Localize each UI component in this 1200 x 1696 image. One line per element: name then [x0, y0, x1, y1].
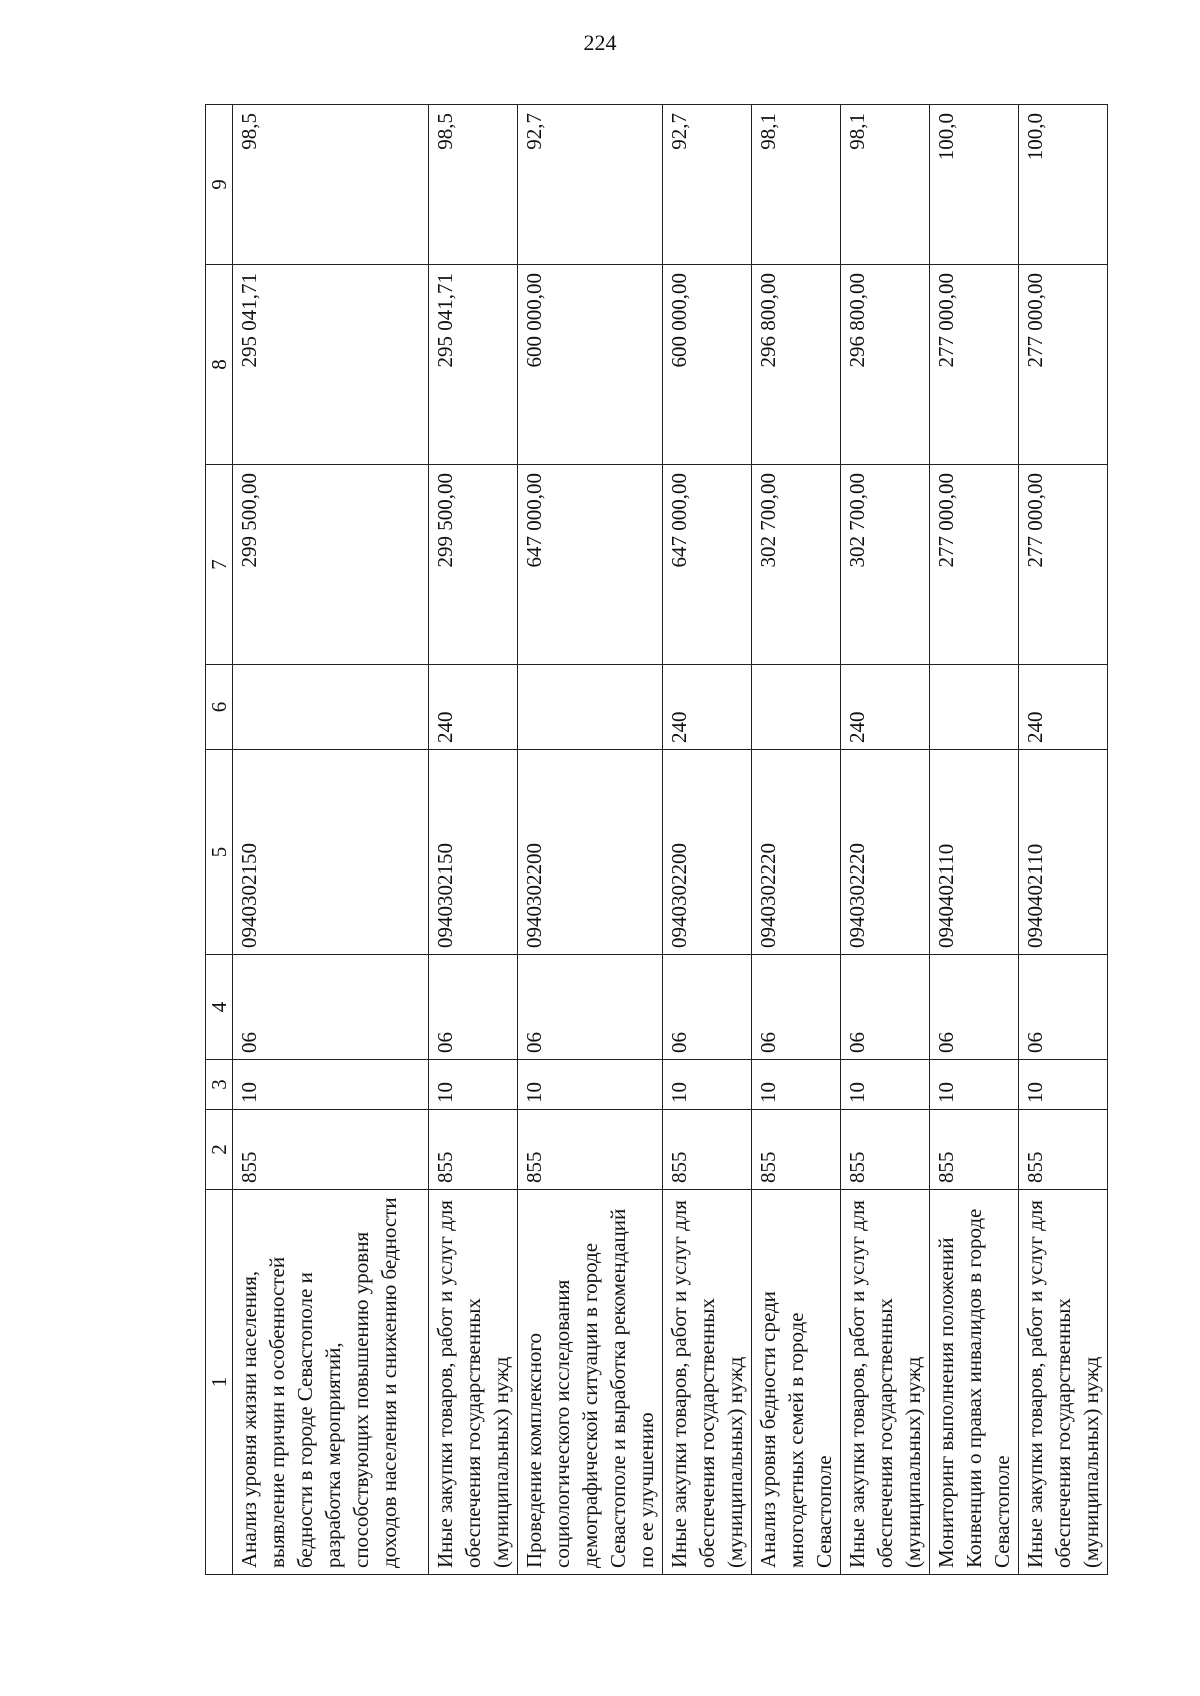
- row-code-2: 855: [1019, 1110, 1108, 1190]
- table-row: [930, 105, 1019, 1575]
- header-col-3: 3: [206, 1060, 233, 1110]
- row-code-4: 06: [930, 955, 1019, 1060]
- row-value-8: 295 041,71: [429, 265, 518, 465]
- header-col-5: 5: [206, 750, 233, 955]
- row-code-6: [233, 665, 429, 750]
- header-col-4: 4: [206, 955, 233, 1060]
- row-value-9: 98,1: [841, 105, 930, 265]
- row-code-2: 855: [841, 1110, 930, 1190]
- row-code-5: 0940402110: [1019, 750, 1108, 955]
- row-code-4: 06: [429, 955, 518, 1060]
- row-value-8: 277 000,00: [930, 265, 1019, 465]
- row-description: Мониторинг выполнения положений Конвенции о правах инвалидов в городе Севастополе: [930, 1190, 1019, 1575]
- row-code-3: 10: [663, 1060, 752, 1110]
- table-row: [518, 105, 663, 1575]
- header-col-7: 7: [206, 465, 233, 665]
- row-code-3: 10: [841, 1060, 930, 1110]
- row-code-6: [752, 665, 841, 750]
- header-col-8: 8: [206, 265, 233, 465]
- row-code-6: 240: [1019, 665, 1108, 750]
- row-code-6: 240: [841, 665, 930, 750]
- row-value-9: 98,1: [752, 105, 841, 265]
- row-description: Анализ уровня жизни населения, выявление причин и особенностей бедности в городе Севастополе и разработка мероприятий, способствующих повышению уровня доходов населения и снижению бедности: [233, 1190, 429, 1575]
- row-description: Иные закупки товаров, работ и услуг для обеспечения государственных (муниципальных) нужд: [841, 1190, 930, 1575]
- row-value-9: 100,0: [1019, 105, 1108, 265]
- row-code-2: 855: [752, 1110, 841, 1190]
- row-value-8: 277 000,00: [1019, 265, 1108, 465]
- row-code-3: 10: [1019, 1060, 1108, 1110]
- row-value-9: 98,5: [233, 105, 429, 265]
- table-row: [429, 105, 518, 1575]
- row-value-7: 647 000,00: [518, 465, 663, 665]
- row-code-4: 06: [518, 955, 663, 1060]
- page-number: 224: [583, 30, 617, 55]
- row-value-8: 296 800,00: [752, 265, 841, 465]
- row-description: Иные закупки товаров, работ и услуг для обеспечения государственных (муниципальных) нужд: [429, 1190, 518, 1575]
- row-value-7: 277 000,00: [1019, 465, 1108, 665]
- row-code-6: [930, 665, 1019, 750]
- row-value-7: 299 500,00: [429, 465, 518, 665]
- row-code-3: 10: [752, 1060, 841, 1110]
- row-value-8: 600 000,00: [663, 265, 752, 465]
- row-code-2: 855: [233, 1110, 429, 1190]
- row-code-2: 855: [518, 1110, 663, 1190]
- row-code-6: 240: [429, 665, 518, 750]
- table-row: [841, 105, 930, 1575]
- row-code-3: 10: [518, 1060, 663, 1110]
- table-row: [663, 105, 752, 1575]
- row-value-8: 600 000,00: [518, 265, 663, 465]
- row-code-5: 0940302150: [233, 750, 429, 955]
- header-col-1: 1: [206, 1190, 233, 1575]
- row-value-7: 302 700,00: [841, 465, 930, 665]
- row-code-5: 0940302220: [752, 750, 841, 955]
- row-value-9: 100,0: [930, 105, 1019, 265]
- row-description: Иные закупки товаров, работ и услуг для обеспечения государственных (муниципальных) нужд: [1019, 1190, 1108, 1575]
- row-value-7: 302 700,00: [752, 465, 841, 665]
- row-code-4: 06: [1019, 955, 1108, 1060]
- row-value-7: 647 000,00: [663, 465, 752, 665]
- row-code-5: 0940302150: [429, 750, 518, 955]
- row-code-3: 10: [233, 1060, 429, 1110]
- row-description: Иные закупки товаров, работ и услуг для обеспечения государственных (муниципальных) нужд: [663, 1190, 752, 1575]
- table-row: [233, 105, 429, 1575]
- row-code-5: 0940302200: [518, 750, 663, 955]
- header-row: [206, 105, 233, 1575]
- budget-table-container: [205, 105, 1103, 1575]
- budget-table: [205, 104, 1108, 1575]
- row-description: Проведение комплексного социологического исследования демографической ситуации в городе Севастополе и выработка рекомендаций по ее улучшению: [518, 1190, 663, 1575]
- row-code-3: 10: [429, 1060, 518, 1110]
- row-code-4: 06: [841, 955, 930, 1060]
- row-description: Анализ уровня бедности среди многодетных семей в городе Севастополе: [752, 1190, 841, 1575]
- row-code-3: 10: [930, 1060, 1019, 1110]
- row-value-9: 92,7: [518, 105, 663, 265]
- row-value-7: 277 000,00: [930, 465, 1019, 665]
- row-value-9: 98,5: [429, 105, 518, 265]
- row-value-8: 295 041,71: [233, 265, 429, 465]
- row-code-4: 06: [663, 955, 752, 1060]
- row-code-2: 855: [663, 1110, 752, 1190]
- table-row: [752, 105, 841, 1575]
- header-col-2: 2: [206, 1110, 233, 1190]
- row-code-2: 855: [429, 1110, 518, 1190]
- header-col-9: 9: [206, 105, 233, 265]
- table-row: [1019, 105, 1108, 1575]
- row-value-8: 296 800,00: [841, 265, 930, 465]
- row-code-6: [518, 665, 663, 750]
- row-code-5: 0940302200: [663, 750, 752, 955]
- row-code-2: 855: [930, 1110, 1019, 1190]
- row-code-6: 240: [663, 665, 752, 750]
- row-code-5: 0940302220: [841, 750, 930, 955]
- row-code-5: 0940402110: [930, 750, 1019, 955]
- row-value-9: 92,7: [663, 105, 752, 265]
- row-value-7: 299 500,00: [233, 465, 429, 665]
- header-col-6: 6: [206, 665, 233, 750]
- row-code-4: 06: [233, 955, 429, 1060]
- row-code-4: 06: [752, 955, 841, 1060]
